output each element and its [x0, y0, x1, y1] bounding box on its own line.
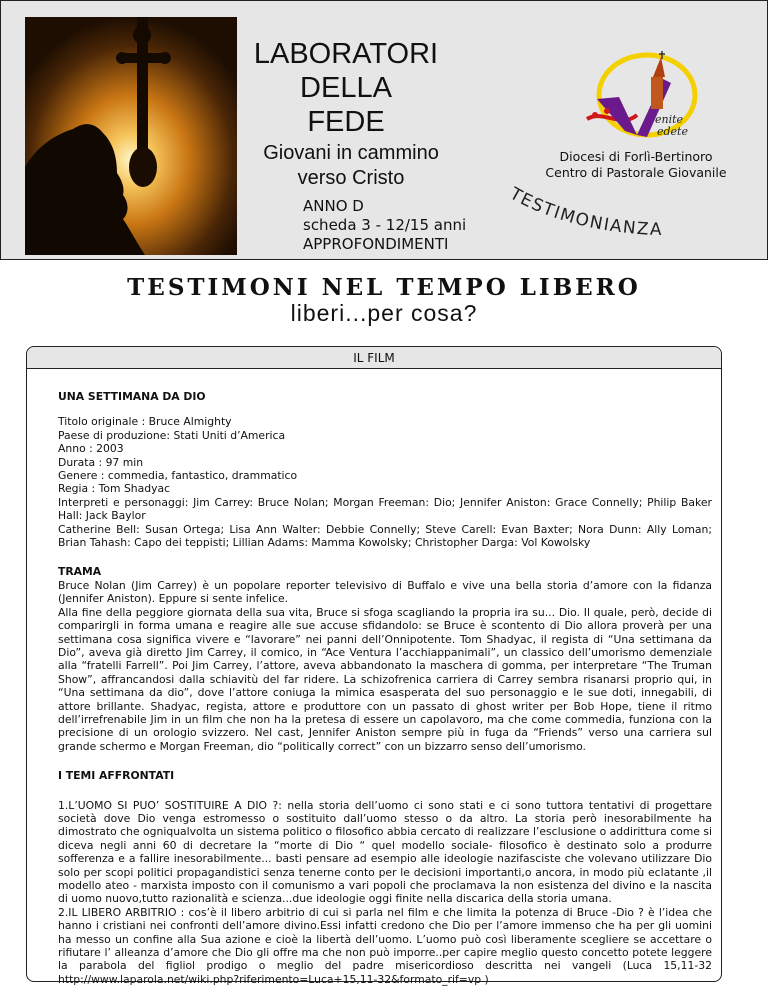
lab-title — [241, 37, 451, 139]
scheda-label: scheda 3 - 12/15 anni — [303, 216, 467, 234]
diocesi-info — [541, 149, 731, 181]
logo-text-1: enite — [655, 113, 684, 126]
trama-paragraph-1: Bruce Nolan (Jim Carrey) è un popolare reporter televisivo di Buffalo e vive una bella storia d’amore con la fidanza (Jennifer Aniston). Eppure si sente infelice. — [58, 578, 712, 606]
logo-text-2: edete — [657, 125, 688, 138]
detail-country: Paese di produzione: Stati Uniti d’America — [58, 428, 286, 442]
svg-text:TESTIMONIANZA — [505, 183, 663, 240]
detail-duration: Durata : 97 min — [58, 455, 144, 469]
temi-paragraph-1: 1.L’UOMO SI PUO’ SOSTITUIRE A DIO ?: nella storia dell’uomo ci sono stati e ci sono tuttora tentativi di progettare società dove Dio venga estromesso o sostituito dall’uomo stesso o da altro. La storia però inesorabilmente ha dimostrato che ogniqualvolta un sistema politico o filosofico abbia cercato di realizzare l’esclusione o addirittura come si diceva negli anni 60 di decretare la “morte di Dio “ quel modello sociale- filosofico è destinato solo a produrre sofferenza e a fallire inesorabilmente... basti pensare ad esempio alle ideologie nazifasciste che volevano utilizzare Dio solo per scopi politici propagandistici senza tenerne conto per le decisioni importanti,o ancora, in modo più eclatante ,il modello ateo - marxista imposto con il comunismo a vari popoli che proclamava la non esistenza del divino e la nascita di uomo nuovo,tutto razionalità e scienza...due ideologie oggi finite nella discarica della storia umana. — [58, 798, 712, 906]
film-heading: UNA SETTIMANA DA DIO — [58, 390, 206, 403]
detail-title: Titolo originale : Bruce Almighty — [58, 415, 232, 429]
temi-paragraph-2: 2.IL LIBERO ARBITRIO : cos’è il libero arbitrio di cui si parla nel film e che limita la potenza di Bruce -Dio ? è l’idea che hanno i cristiani nei confronti dell’amore divino.Essi infatti credono che Dio per l’amore immenso che ha per gli uomini ha messo un confine alla Sua azione e cioè la libertà dell’uomo. L’uomo può così liberamente scegliere se accettare o rifiutare l’ alleanza d’amore che Dio gli offre ma che non può imporre..per capire meglio questo concetto potete leggere la parabola del figliol prodigo o meglio del padre misericordioso descritta nei vangeli (Luca 15,11-32 http://www.laparola.net/wiki.php?riferimento=Luca+15,11-32&formato_rif=vp ) — [58, 905, 712, 986]
testimonianza-label: TESTIMONIANZA — [506, 183, 664, 241]
centro-label: Centro di Pastorale Giovanile — [545, 165, 727, 180]
detail-genre: Genere : commedia, fantastico, drammatico — [58, 469, 298, 483]
temi-heading: I TEMI AFFRONTATI — [58, 769, 175, 783]
lab-subtitle — [231, 141, 471, 191]
detail-cast-1: Interpreti e personaggi: Jim Carrey: Bruce Nolan; Morgan Freeman: Dio; Jennifer Aniston: Grace Connelly; Philip Baker Hall: Jack Baylor — [58, 495, 712, 523]
diocesi-label: Diocesi di Forlì-Bertinoro — [559, 149, 713, 164]
trama-heading: TRAMA — [58, 565, 102, 579]
title-line-1: LABORATORI — [253, 38, 439, 70]
venite-vedete-logo — [567, 49, 707, 145]
approfondimenti-label: APPROFONDIMENTI — [303, 235, 449, 253]
logo-graphic — [567, 49, 707, 145]
trama-paragraph-2: Alla fine della peggiore giornata della sua vita, Bruce si sfoga scagliando la propria ira su... Dio. Il quale, però, decide di comparirgli in forma umana e reagire alle sue accuse sfidandolo: se Bruce è scontento di Dio allora proverà per una settimana cosa significa vivere e “lavorare” nei panni dell’Onnipotente. Tom Shadyac, il regista di “Una settimana da Dio”, aveva già diretto Jim Carrey, il comico, in “Ace Ventura l’acchiappanimali”, un classico dell’umorismo demenziale alla “fratelli Farrell”. Poi Jim Carrey, l’attore, aveva abbandonato la maschera di gomma, per interpretare “The Truman Show”, affrancandosi dalla schiavitù del far ridere. La schizofrenica carriera di Carrey sembra risanarsi proprio qui, in “Una settimana da dio”, dove l’attore coniuga la mimica esasperata del suo personaggio e le sue doti, innegabili, di attore brillante. Shadyac, regista, attore e produttore con un passato di ghost writer per Bob Hope, tiene il ritmo dell’irrefrenabile Jim in un film che non ha la pretesa di essere un capolavoro, ma che come commedia, funziona con la precisione di un orologio svizzero. Nel cast, Jennifer Aniston sempre più in fuga da “Friends” verso una carriera sul grande schermo e Morgan Freeman, dio “politically correct” con un bizzarro senso dell’umorismo. — [58, 605, 712, 753]
detail-year: Anno : 2003 — [58, 442, 124, 456]
silhouette-image — [25, 17, 237, 255]
crucifix-silhouette-photo — [25, 17, 237, 255]
testimonianza-arc — [499, 181, 669, 251]
title-line-3: FEDE — [307, 106, 385, 138]
header-banner — [0, 0, 768, 260]
anno-label: ANNO D — [303, 197, 364, 215]
film-tab-label: IL FILM — [27, 347, 721, 369]
film-content — [58, 390, 712, 986]
detail-director: Regia : Tom Shadyac — [58, 482, 171, 496]
page-title: TESTIMONI NEL TEMPO LIBERO — [127, 274, 641, 301]
detail-cast-2: Catherine Bell: Susan Ortega; Lisa Ann Walter: Debbie Connelly; Steve Carell: Evan Baxter; Nora Dunn: Ally Loman; Brian Tahash: Capo dei teppisti; Lillian Adams: Mamma Kowolsky; Christopher Darga: Vol Kowolsky — [58, 522, 712, 550]
subtitle-line-2: verso Cristo — [297, 167, 405, 189]
year-info — [303, 197, 466, 254]
title-line-2: DELLA — [300, 72, 392, 104]
subtitle-line-1: Giovani in cammino — [263, 142, 439, 164]
page-subtitle: liberi...per cosa? — [290, 300, 478, 326]
